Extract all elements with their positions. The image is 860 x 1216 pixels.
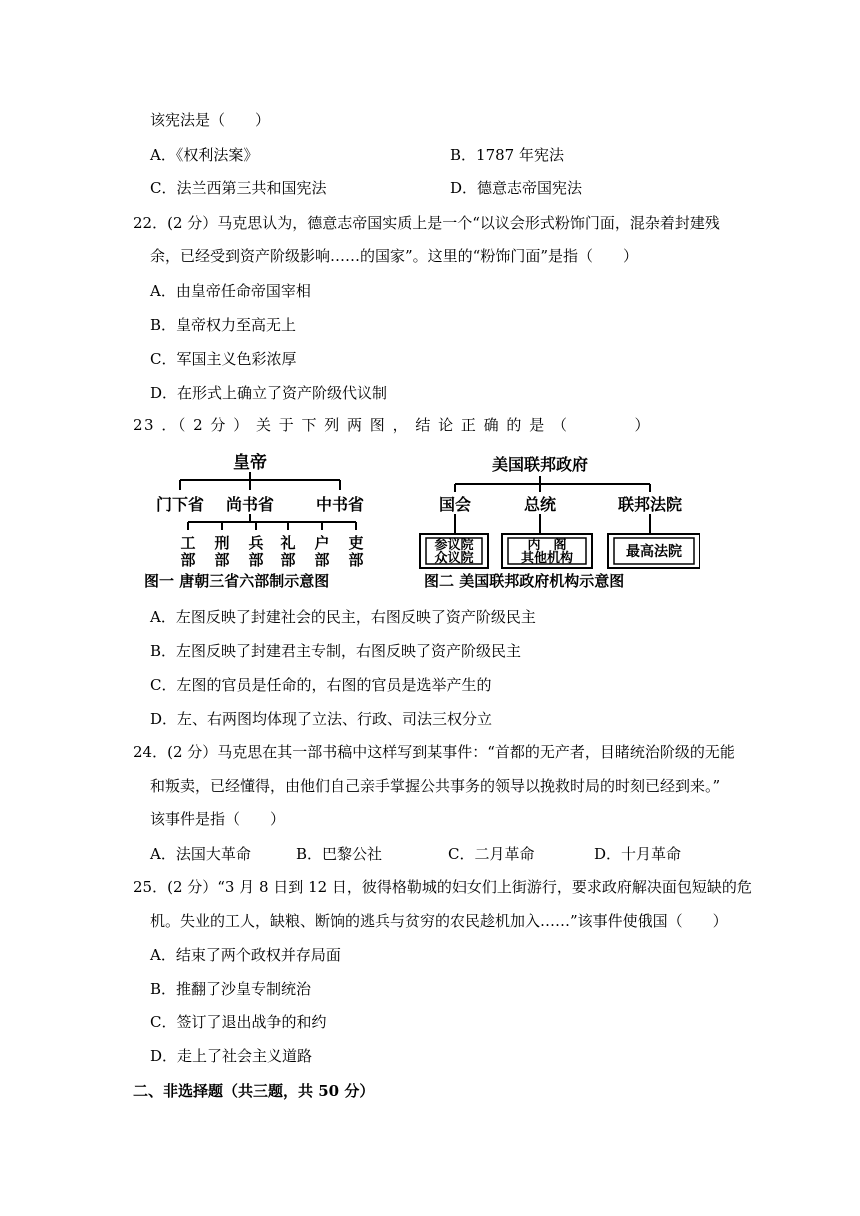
q24-option-d: D．十月革命 bbox=[594, 845, 682, 863]
fig2-box2-line2: 其他机构 bbox=[520, 551, 574, 566]
fig1-bottom-1: 工部 bbox=[180, 534, 196, 569]
q25-option-a: A．结束了两个政权并存局面 bbox=[150, 946, 341, 964]
q24-option-b: B．巴黎公社 bbox=[296, 845, 383, 863]
fig1-bottom-4: 礼部 bbox=[280, 534, 296, 569]
q22-option-c: C．军国主义色彩浓厚 bbox=[150, 350, 297, 368]
q25-option-d: D．走上了社会主义道路 bbox=[150, 1047, 313, 1065]
q23-option-d: D．左、右两图均体现了立法、行政、司法三权分立 bbox=[150, 710, 493, 728]
q22-option-a: A．由皇帝任命帝国宰相 bbox=[150, 282, 311, 300]
q24-stem-line1: 24．(2 分）马克思在其一部书稿中这样写到某事件：“首都的无产者，目睹统治阶级的无能 bbox=[133, 743, 735, 761]
q22-option-b: B．皇帝权力至高无上 bbox=[150, 316, 297, 334]
q23-stem: 23 ．（ 2 分 ） 关 于 下 列 两 图 ， 结 论 正 确 的 是 （ ） bbox=[133, 416, 651, 434]
q25-stem-line2: 机。失业的工人，缺粮、断饷的逃兵与贫穷的农民趁机加入……”该事件使俄国（ ） bbox=[150, 912, 728, 930]
q22-option-d: D．在形式上确立了资产阶级代议制 bbox=[150, 384, 388, 402]
fig1-top: 皇帝 bbox=[233, 453, 267, 473]
q25-option-c: C．签订了退出战争的和约 bbox=[150, 1013, 327, 1031]
section-heading: 二、非选择题（共三题，共 50 分） bbox=[133, 1082, 375, 1100]
q21-option-d: D．德意志帝国宪法 bbox=[450, 179, 583, 197]
q23-figures bbox=[140, 448, 700, 596]
fig2-mid-2: 总统 bbox=[523, 495, 557, 514]
fig2-box1-line2: 众议院 bbox=[434, 551, 474, 566]
fig2-top: 美国联邦政府 bbox=[491, 455, 589, 474]
q24-option-a: A．法国大革命 bbox=[150, 845, 251, 863]
q21-option-b: B．1787 年宪法 bbox=[450, 146, 564, 164]
q21-tail: 该宪法是（ ） bbox=[150, 111, 271, 129]
q21-option-c: C．法兰西第三共和国宪法 bbox=[150, 179, 327, 197]
q24-stem-line3: 该事件是指（ ） bbox=[150, 810, 286, 828]
fig2-mid-1: 国会 bbox=[438, 495, 472, 514]
fig1-caption: 图一 唐朝三省六部制示意图 bbox=[144, 572, 330, 590]
fig1-bottom-2: 刑部 bbox=[214, 534, 230, 569]
q23-option-a: A．左图反映了封建社会的民主，右图反映了资产阶级民主 bbox=[150, 608, 536, 626]
q24-option-c: C．二月革命 bbox=[448, 845, 535, 863]
fig1-bottom-5: 户部 bbox=[314, 534, 330, 569]
fig1-bottom-3: 兵部 bbox=[248, 534, 264, 569]
q22-stem-line2: 余，已经受到资产阶级影响……的国家”。这里的“粉饰门面”是指（ ） bbox=[150, 247, 639, 265]
fig2-mid-3: 联邦法院 bbox=[617, 495, 683, 514]
q21-option-a: A．《权利法案》 bbox=[150, 146, 259, 164]
fig1-mid-3: 中书省 bbox=[315, 495, 365, 514]
fig2-box1-line1: 参议院 bbox=[434, 538, 474, 553]
fig2-box3: 最高法院 bbox=[626, 544, 682, 560]
fig2-box2-line1: 内 阁 bbox=[527, 538, 567, 553]
q25-option-b: B．推翻了沙皇专制统治 bbox=[150, 980, 312, 998]
q22-stem-line1: 22．(2 分）马克思认为，德意志帝国实质上是一个“以议会形式粉饰门面，混杂着封建残 bbox=[133, 214, 720, 232]
fig1-mid-1: 门下省 bbox=[155, 495, 205, 514]
q25-stem-line1: 25．(2 分）“3 月 8 日到 12 日，彼得格勒城的妇女们上街游行，要求政府解决面包短缺的危 bbox=[133, 878, 752, 896]
q23-option-b: B．左图反映了封建君主专制，右图反映了资产阶级民主 bbox=[150, 642, 522, 660]
fig1-mid-2: 尚书省 bbox=[225, 495, 275, 514]
q24-stem-line2: 和叛卖，已经懂得，由他们自己亲手掌握公共事务的领导以挽救时局的时刻已经到来。” bbox=[150, 777, 721, 795]
fig2-caption: 图二 美国联邦政府机构示意图 bbox=[424, 572, 625, 590]
fig1-bottom-6: 吏部 bbox=[348, 534, 364, 569]
q23-option-c: C．左图的官员是任命的，右图的官员是选举产生的 bbox=[150, 676, 492, 694]
